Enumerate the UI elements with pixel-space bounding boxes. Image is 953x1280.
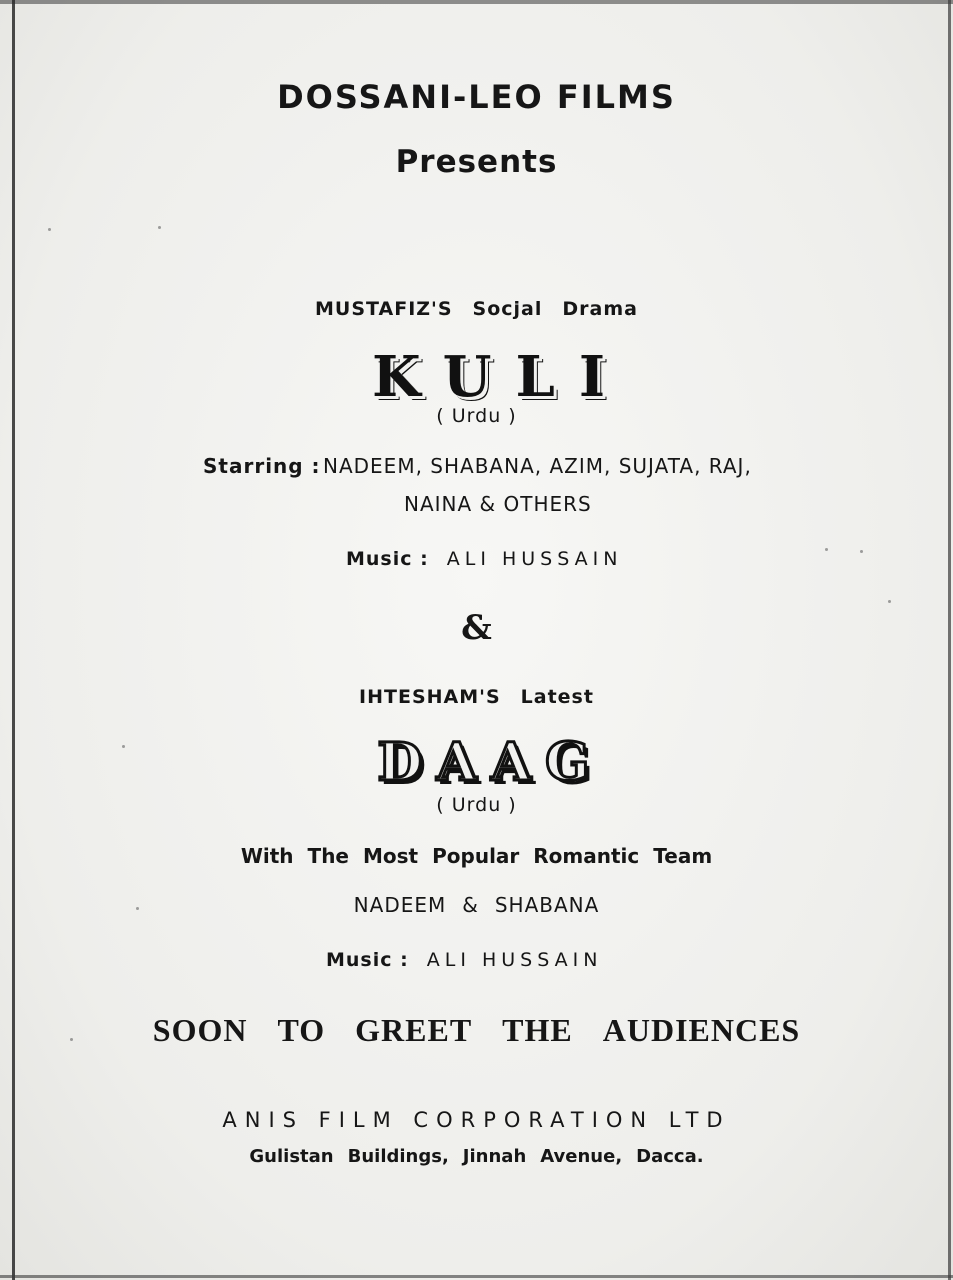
soon-word: AUDIENCES	[602, 1012, 801, 1048]
page-border-bottom	[0, 1275, 953, 1278]
soon-word: TO	[277, 1012, 326, 1048]
film1-tagline-word: MUSTAFIZ'S	[315, 298, 453, 320]
soon-word: SOON	[152, 1012, 248, 1048]
film2-language: ( Urdu )	[436, 794, 517, 816]
duo-word: SHABANA	[494, 893, 600, 917]
paper-speck	[48, 228, 51, 231]
film2-tagline-word: IHTESHAM'S	[359, 686, 501, 708]
film1-cast-line2: NAINA & OTHERS	[404, 492, 592, 516]
paper-speck	[888, 600, 891, 603]
film2-tagline	[0, 686, 953, 708]
duo-word: NADEEM	[353, 893, 447, 917]
distributor-name: ANIS FILM CORPORATION LTD	[222, 1108, 731, 1132]
address-word: Jinnah	[462, 1146, 527, 1167]
paper-speck	[825, 548, 828, 551]
film2-tagline-word: Latest	[520, 686, 594, 708]
film2-music-name: ALI HUSSAIN	[426, 949, 603, 971]
team-word: Romantic	[533, 844, 640, 868]
duo-word: &	[462, 893, 479, 917]
page-border-top	[0, 0, 953, 4]
paper-speck	[70, 1038, 73, 1041]
film1-tagline	[0, 298, 953, 320]
film2-music	[326, 949, 602, 971]
paper-speck	[860, 550, 863, 553]
team-word: Most	[363, 844, 419, 868]
presents-heading: Presents	[395, 144, 558, 180]
address-word: Dacca.	[636, 1146, 704, 1167]
paper-speck	[158, 226, 161, 229]
film1-tagline-word: Drama	[562, 298, 638, 320]
ampersand-divider: &	[461, 608, 492, 648]
distributor-address	[0, 1146, 953, 1167]
soon-word: THE	[502, 1012, 573, 1048]
team-word: With	[240, 844, 294, 868]
film2-music-label: Music :	[326, 949, 409, 971]
address-word: Gulistan	[249, 1146, 334, 1167]
film1-music-label: Music :	[346, 548, 429, 570]
film1-starring-label	[203, 454, 321, 478]
film1-title: KULI	[371, 344, 630, 410]
team-word: The	[307, 844, 349, 868]
address-word: Buildings,	[347, 1146, 449, 1167]
film1-language: ( Urdu )	[436, 405, 517, 427]
soon-word: GREET	[355, 1012, 473, 1048]
team-word: Team	[653, 844, 713, 868]
film2-title: DAAG	[377, 732, 604, 793]
film1-cast-line1: NADEEM, SHABANA, AZIM, SUJATA, RAJ,	[323, 454, 752, 478]
address-word: Avenue,	[540, 1146, 623, 1167]
film2-duo-line	[0, 893, 953, 917]
soon-banner	[0, 1012, 953, 1049]
company-name: DOSSANI-LEO FILMS	[277, 78, 676, 116]
paper-speck	[122, 745, 125, 748]
film1-music	[346, 548, 622, 570]
team-word: Popular	[432, 844, 520, 868]
film2-team-line	[0, 844, 953, 868]
film1-music-name: ALI HUSSAIN	[446, 548, 623, 570]
film1-tagline-word: Socjal	[472, 298, 543, 320]
paper-speck	[136, 907, 139, 910]
starring-label: Starring :	[203, 454, 321, 478]
